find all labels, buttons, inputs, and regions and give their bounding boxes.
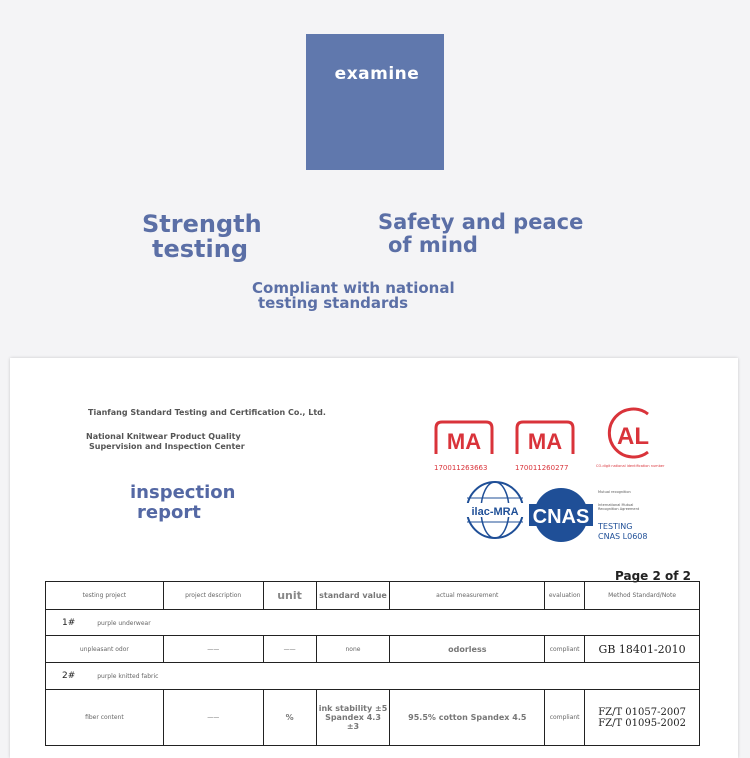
header-cell: evaluation xyxy=(545,582,585,610)
examine-banner xyxy=(306,34,444,170)
table-cell: —— xyxy=(163,636,263,663)
header-cell: unit xyxy=(263,582,316,610)
title-line: report xyxy=(137,502,201,523)
testing-label xyxy=(598,522,647,542)
testing-line: TESTING xyxy=(598,522,633,531)
ilac-mra-icon xyxy=(466,478,524,542)
report-title xyxy=(130,483,235,523)
table-cell: —— xyxy=(263,636,316,663)
feature-compliance xyxy=(252,281,455,311)
svg-text:MA: MA xyxy=(446,429,482,454)
feature-line: testing xyxy=(152,235,248,263)
ma-logo-icon xyxy=(513,418,577,458)
table-cell: unpleasant odor xyxy=(46,636,164,663)
table-cell: fiber content xyxy=(46,690,164,746)
inspection-table xyxy=(45,581,700,746)
cal-logo-icon xyxy=(602,406,662,460)
feature-line: of mind xyxy=(388,233,478,257)
header-cell: testing project xyxy=(46,582,164,610)
feature-line: testing standards xyxy=(258,294,409,312)
group-name: purple knitted fabric xyxy=(97,673,159,680)
ilac-label: ilac-MRA xyxy=(471,506,519,518)
table-row xyxy=(46,636,700,663)
group-name: purple underwear xyxy=(97,619,151,627)
cnas-note: Mutual recognition xyxy=(598,490,631,494)
cnas-logo-icon xyxy=(529,486,593,544)
header-cell: standard value xyxy=(316,582,390,610)
ma-code: 170011260277 xyxy=(515,464,569,472)
ma-code: 170011263663 xyxy=(434,464,488,472)
group-number: 2# xyxy=(62,671,76,681)
header-cell: project description xyxy=(163,582,263,610)
feature-safety xyxy=(378,211,583,257)
table-cell: compliant xyxy=(545,690,585,746)
center-line: National Knitwear Product Quality xyxy=(86,432,241,441)
table-cell: % xyxy=(263,690,316,746)
table-cell: odorless xyxy=(390,636,545,663)
group-cell xyxy=(46,610,700,636)
table-group-row xyxy=(46,610,700,636)
inspection-center xyxy=(86,432,245,452)
cnas-note: International Mutual Recognition Agreement xyxy=(598,503,640,511)
table-cell: ink stability ±5 Spandex 4.3 ±3 xyxy=(316,690,390,746)
table-cell: none xyxy=(316,636,390,663)
ma-logo-icon xyxy=(432,418,496,458)
table-cell: —— xyxy=(163,690,263,746)
table-row xyxy=(46,690,700,746)
header-cell: Method Standard/Note xyxy=(585,582,700,610)
feature-line: Safety and peace xyxy=(378,210,584,234)
table-cell: FZ/T 01057-2007 FZ/T 01095-2002 xyxy=(585,690,700,746)
title-line: inspection xyxy=(130,482,236,503)
table-cell: 95.5% cotton Spandex 4.5 xyxy=(390,690,545,746)
group-number: 1# xyxy=(62,617,76,628)
cnas-label: CNAS xyxy=(532,506,590,528)
company-name: Tianfang Standard Testing and Certification Co., Ltd. xyxy=(88,408,326,417)
group-cell xyxy=(46,663,700,690)
table-header-row xyxy=(46,582,700,610)
table-group-row xyxy=(46,663,700,690)
page-indicator: Page 2 of 2 xyxy=(615,569,691,583)
table-cell: compliant xyxy=(545,636,585,663)
svg-text:AL: AL xyxy=(617,423,649,450)
banner-label: examine xyxy=(334,64,420,84)
feature-strength xyxy=(142,212,262,262)
feature-line: Strength xyxy=(142,210,262,238)
header-cell: actual measurement xyxy=(390,582,545,610)
svg-text:MA: MA xyxy=(527,429,563,454)
center-line: Supervision and Inspection Center xyxy=(89,442,245,451)
table-cell: GB 18401-2010 xyxy=(585,636,700,663)
al-caption: CO-digit national identification number xyxy=(596,464,665,468)
feature-line: Compliant with national xyxy=(252,279,455,297)
testing-line: CNAS L0608 xyxy=(598,532,648,541)
